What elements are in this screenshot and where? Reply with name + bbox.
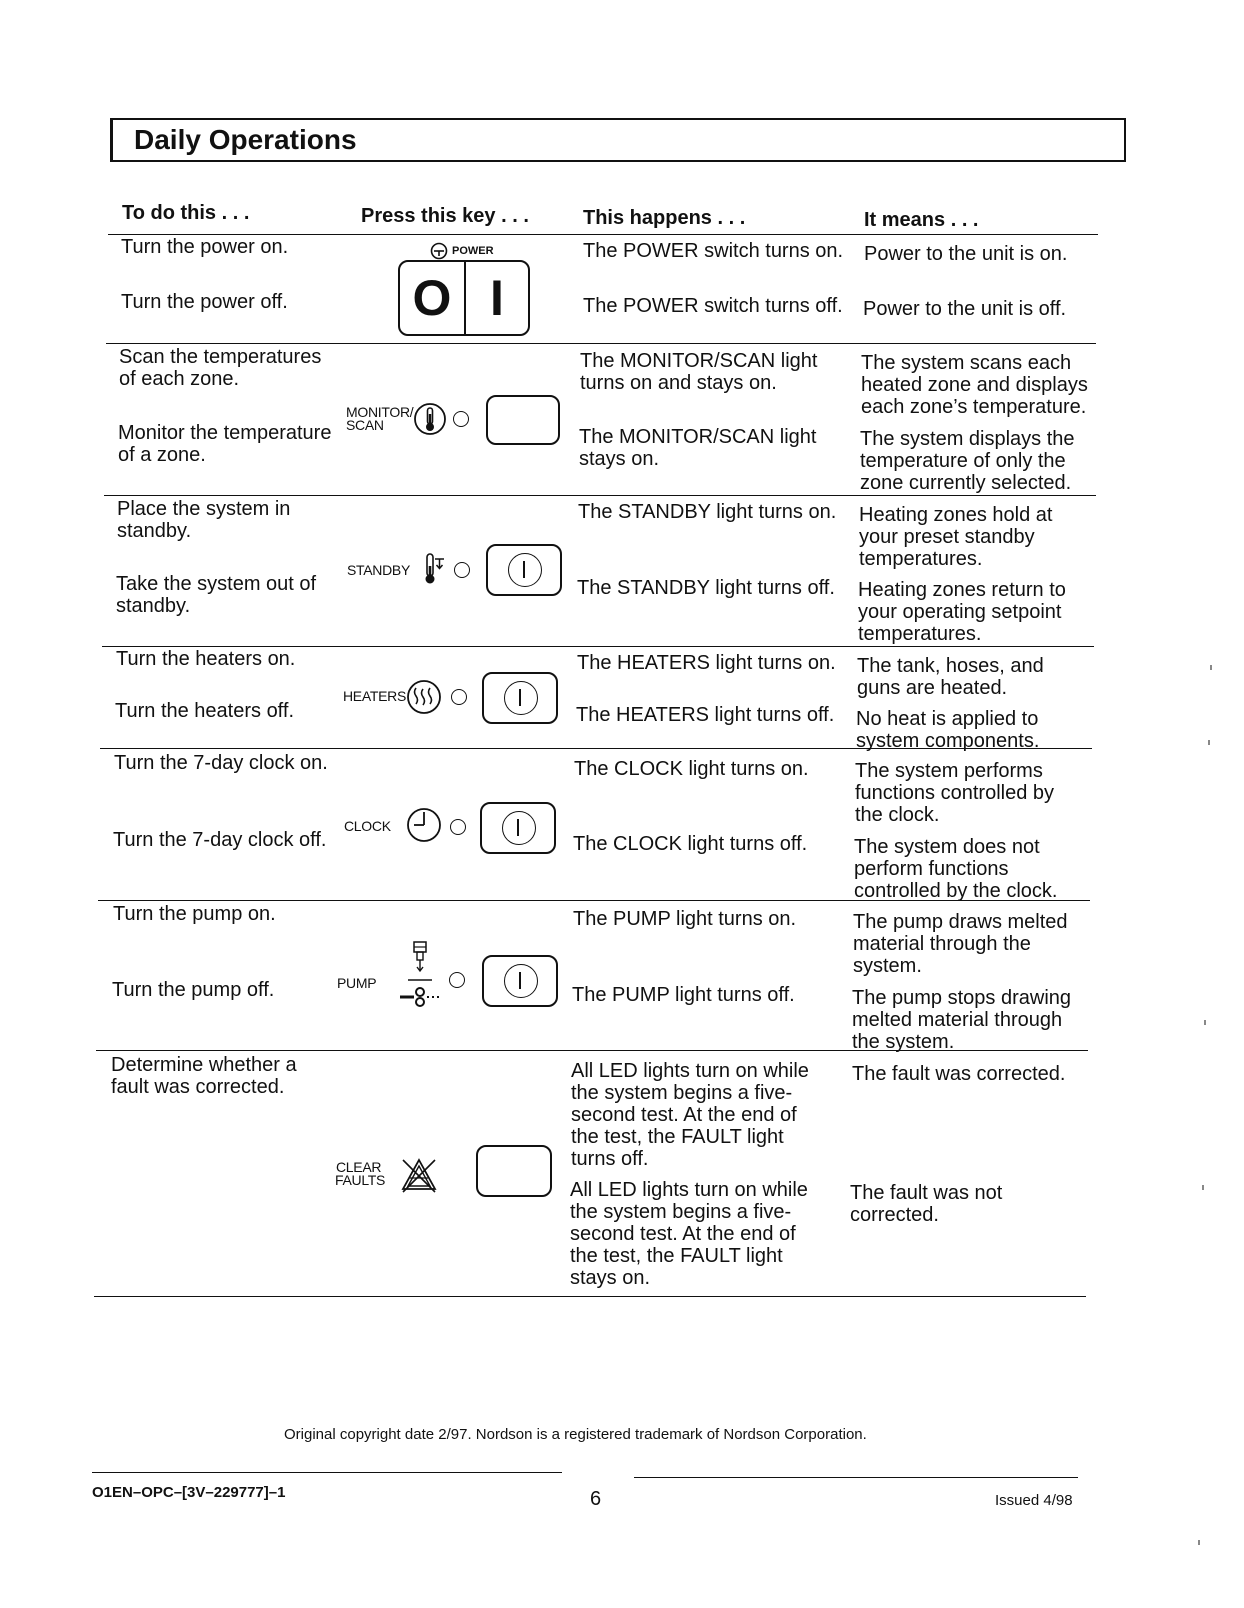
pump-key-symbol <box>504 964 538 998</box>
row-pump-means-1: The pump draws melted material through the system. <box>853 911 1068 977</box>
scan-mark <box>1210 665 1212 670</box>
monitor-key-label-2: SCAN <box>346 417 384 433</box>
heaters-key-label: HEATERS <box>343 688 406 704</box>
row-pump-action-1: Turn the pump on. <box>113 903 276 925</box>
row-monitor-action-2: Monitor the temperature of a zone. <box>118 422 332 466</box>
row-clock-means-2: The system does not perform functions controlled by the clock. <box>854 836 1058 902</box>
row-clock-action-2: Turn the 7-day clock off. <box>113 829 327 851</box>
standby-key[interactable] <box>486 544 562 596</box>
row-fault-means-1: The fault was corrected. <box>852 1063 1066 1085</box>
row-monitor-action-1: Scan the temperatures of each zone. <box>119 346 322 390</box>
heater-icon <box>405 679 443 715</box>
row-heaters-happens-1: The HEATERS light turns on. <box>577 652 836 674</box>
issued-date: Issued 4/98 <box>995 1492 1073 1509</box>
fault-warning-icon <box>400 1156 438 1194</box>
standby-thermometer-icon <box>420 552 446 586</box>
monitor-key-label-1: MONITOR/ <box>346 404 414 420</box>
clear-faults-label-2: FAULTS <box>335 1172 386 1188</box>
scan-mark <box>1204 1020 1206 1025</box>
scan-mark <box>1202 1185 1204 1190</box>
clock-icon <box>405 806 443 844</box>
row-power-action-off: Turn the power off. <box>121 291 288 313</box>
row-power-happens-off: The POWER switch turns off. <box>583 295 843 317</box>
row-clock-action-1: Turn the 7-day clock on. <box>114 752 328 774</box>
clear-faults-label-1: CLEAR <box>336 1159 382 1175</box>
row-divider <box>102 646 1094 647</box>
clock-led <box>450 819 466 835</box>
row-clock-happens-1: The CLOCK light turns on. <box>574 758 809 780</box>
row-fault-action: Determine whether a fault was corrected. <box>111 1054 297 1098</box>
standby-key-symbol <box>508 553 542 587</box>
power-off-symbol: O <box>412 270 452 326</box>
row-power-means-off: Power to the unit is off. <box>863 298 1067 320</box>
row-monitor-means-2: The system displays the temperature of only the zone currently selected. <box>860 428 1075 494</box>
header-press-this-key: Press this key . . . <box>361 205 529 227</box>
standby-key-label: STANDBY <box>347 562 410 578</box>
pump-led <box>449 972 465 988</box>
row-clock-means-1: The system performs functions controlled by the clock. <box>855 760 1055 826</box>
row-heaters-action-2: Turn the heaters off. <box>115 700 294 722</box>
thermometer-icon <box>413 400 447 438</box>
row-clock-happens-2: The CLOCK light turns off. <box>573 833 808 855</box>
document-id: O1EN–OPC–[3V–229777]–1 <box>92 1484 286 1501</box>
clock-key[interactable] <box>480 802 556 854</box>
row-pump-happens-2: The PUMP light turns off. <box>572 984 795 1006</box>
clock-key-symbol <box>502 811 536 845</box>
row-power-action-on: Turn the power on. <box>121 236 289 258</box>
row-standby-happens-1: The STANDBY light turns on. <box>578 501 837 523</box>
power-icon <box>430 242 448 260</box>
pump-key-label: PUMP <box>337 975 377 991</box>
row-standby-happens-2: The STANDBY light turns off. <box>577 577 835 599</box>
clock-key-label: CLOCK <box>344 818 391 834</box>
row-fault-means-2: The fault was not corrected. <box>850 1182 1003 1226</box>
row-heaters-action-1: Turn the heaters on. <box>116 648 296 670</box>
power-key-label: POWER <box>452 245 494 257</box>
footer-rule-right <box>634 1477 1078 1478</box>
power-on-symbol: I <box>490 270 504 326</box>
pump-icon <box>394 940 446 1016</box>
row-monitor-happens-1: The MONITOR/SCAN light turns on and stays on. <box>580 350 818 394</box>
row-heaters-happens-2: The HEATERS light turns off. <box>576 704 835 726</box>
row-standby-means-1: Heating zones hold at your preset standby temperatures. <box>859 504 1053 570</box>
row-power-means-on: Power to the unit is on. <box>864 243 1068 265</box>
row-monitor-happens-2: The MONITOR/SCAN light stays on. <box>579 426 817 470</box>
copyright-notice: Original copyright date 2/97. Nordson is a registered trademark of Nordson Corporation. <box>284 1426 867 1443</box>
heaters-key-symbol <box>504 681 538 715</box>
pump-key[interactable] <box>482 955 558 1007</box>
monitor-led <box>453 411 469 427</box>
header-rule <box>108 234 1098 235</box>
row-fault-happens-2: All LED lights turn on while the system begins a five-second test. At the end of the test, the FAULT light stays on. <box>570 1179 808 1289</box>
row-pump-happens-1: The PUMP light turns on. <box>573 908 797 930</box>
row-heaters-means-2: No heat is applied to system components. <box>856 708 1040 752</box>
monitor-scan-key[interactable] <box>486 395 560 445</box>
row-fault-happens-1: All LED lights turn on while the system begins a five-second test. At the end of the test, the FAULT light turns off. <box>571 1060 809 1170</box>
row-standby-action-1: Place the system in standby. <box>117 498 291 542</box>
row-pump-means-2: The pump stops drawing melted material through the system. <box>852 987 1072 1053</box>
heaters-led <box>451 689 467 705</box>
row-power-happens-on: The POWER switch turns on. <box>583 240 844 262</box>
table-bottom-rule <box>94 1296 1086 1297</box>
page-title: Daily Operations <box>134 124 357 155</box>
row-heaters-means-1: The tank, hoses, and guns are heated. <box>857 655 1044 699</box>
page-number: 6 <box>590 1488 602 1510</box>
scan-mark <box>1198 1540 1200 1545</box>
row-pump-action-2: Turn the pump off. <box>112 979 275 1001</box>
heaters-key[interactable] <box>482 672 558 724</box>
power-rocker-switch[interactable] <box>398 260 530 336</box>
row-divider <box>104 495 1096 496</box>
scan-mark <box>1208 740 1210 745</box>
header-to-do-this: To do this . . . <box>122 202 250 224</box>
footer-rule-left <box>92 1472 562 1473</box>
row-monitor-means-1: The system scans each heated zone and displays each zone’s temperature. <box>861 352 1088 418</box>
header-it-means: It means . . . <box>864 209 979 231</box>
clear-faults-key[interactable] <box>476 1145 552 1197</box>
row-standby-action-2: Take the system out of standby. <box>116 573 317 617</box>
row-divider <box>106 343 1096 344</box>
header-this-happens: This happens . . . <box>583 207 746 229</box>
row-standby-means-2: Heating zones return to your operating setpoint temperatures. <box>858 579 1066 645</box>
standby-led <box>454 562 470 578</box>
